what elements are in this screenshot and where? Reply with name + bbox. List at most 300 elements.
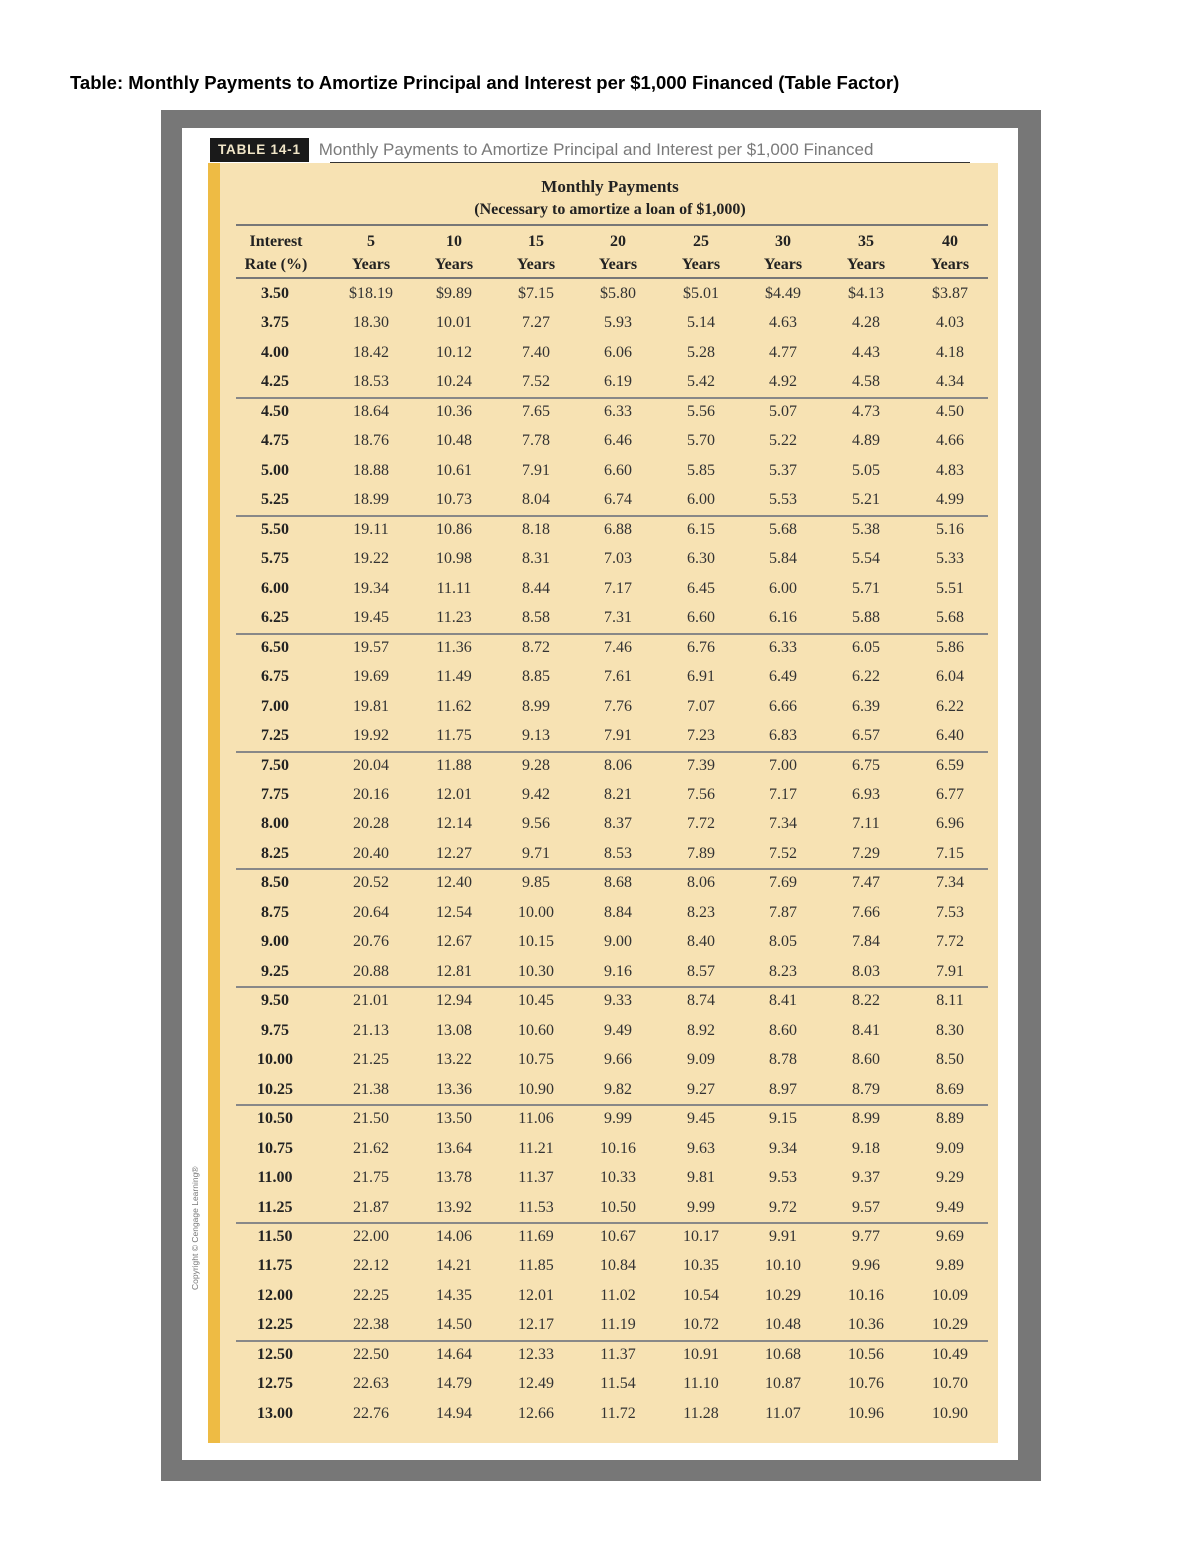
interest-rate-cell: 11.50 — [257, 1228, 293, 1245]
payment-cell: 10.96 — [848, 1404, 884, 1422]
payment-cell: 20.64 — [353, 903, 389, 921]
table-row — [236, 958, 988, 987]
payment-cell: 8.60 — [769, 1021, 797, 1039]
figure-caption: Monthly Payments to Amortize Principal and Interest per $1,000 Financed — [318, 140, 874, 159]
table-row — [236, 368, 988, 397]
payment-cell: 12.81 — [436, 962, 472, 980]
payment-cell: 6.19 — [604, 373, 632, 391]
payment-cell: 5.68 — [769, 520, 797, 538]
payment-cell: 9.49 — [936, 1198, 964, 1216]
payment-cell: 6.49 — [769, 668, 797, 686]
column-header — [826, 230, 906, 276]
interest-rate-cell: 13.00 — [257, 1404, 293, 1422]
interest-rate-cell: 9.75 — [261, 1021, 289, 1039]
payment-cell: 5.88 — [852, 609, 880, 627]
payment-cell: 10.12 — [436, 343, 472, 361]
payment-cell: $7.15 — [518, 285, 554, 302]
payment-cell: 20.28 — [353, 815, 389, 833]
payment-cell: 13.22 — [436, 1051, 472, 1069]
payment-cell: 18.88 — [353, 461, 389, 479]
payment-cell: 13.36 — [436, 1080, 472, 1098]
payment-cell: 6.74 — [604, 491, 632, 509]
payment-cell: 10.24 — [436, 373, 472, 391]
payment-cell: 7.89 — [687, 844, 715, 862]
payment-cell: 4.89 — [852, 432, 880, 450]
payment-cell: 10.35 — [683, 1257, 719, 1275]
payment-cell: 19.11 — [353, 520, 389, 538]
payment-cell: 10.91 — [683, 1345, 719, 1363]
payment-cell: 10.30 — [518, 962, 554, 980]
payment-cell: 9.96 — [852, 1257, 880, 1275]
payment-cell: 9.91 — [769, 1228, 797, 1245]
table-row — [236, 634, 988, 663]
payment-cell: 12.14 — [436, 815, 472, 833]
table-subtitle: (Necessary to amortize a loan of $1,000) — [474, 201, 746, 218]
interest-rate-cell: 12.75 — [257, 1375, 293, 1393]
interest-rate-cell: 3.50 — [261, 285, 289, 302]
column-header-unit: Years — [930, 256, 970, 273]
payment-cell: $5.01 — [683, 285, 719, 302]
payment-cell: 8.99 — [522, 697, 550, 715]
payment-cell: 21.62 — [353, 1139, 389, 1157]
column-header-term: 15 — [528, 233, 544, 250]
payment-cell: 6.46 — [604, 432, 632, 450]
payment-cell: 6.05 — [852, 638, 880, 656]
payment-cell: 22.12 — [353, 1257, 389, 1275]
interest-rate-cell: 12.50 — [257, 1345, 293, 1363]
payment-cell: 10.72 — [683, 1316, 719, 1334]
payment-cell: 8.72 — [522, 638, 550, 656]
payment-cell: 7.78 — [522, 432, 550, 450]
column-header-unit: Years — [434, 256, 474, 273]
payment-cell: 10.48 — [436, 432, 472, 450]
payment-cell: 6.33 — [604, 402, 632, 420]
payment-cell: 9.69 — [936, 1228, 964, 1245]
payment-cell: 8.41 — [769, 992, 797, 1010]
payment-cell: 20.88 — [353, 962, 389, 980]
payment-cell: 10.90 — [518, 1080, 554, 1098]
payment-cell: 9.99 — [604, 1110, 632, 1128]
payment-cell: 8.23 — [769, 962, 797, 980]
table-row — [236, 1252, 988, 1281]
payment-cell: 7.17 — [604, 579, 632, 597]
payment-cell: 18.30 — [353, 314, 389, 332]
payment-cell: 8.41 — [852, 1021, 880, 1039]
payment-cell: 10.75 — [518, 1051, 554, 1069]
payment-cell: 11.28 — [683, 1404, 719, 1422]
payment-cell: 13.92 — [436, 1198, 472, 1216]
payment-cell: 8.68 — [604, 874, 632, 892]
payment-cell: 7.46 — [604, 638, 632, 656]
payment-cell: 4.92 — [769, 373, 797, 391]
payment-cell: 7.91 — [522, 461, 550, 479]
table-row — [236, 899, 988, 928]
payment-cell: 9.81 — [687, 1169, 715, 1187]
payment-cell: 5.70 — [687, 432, 715, 450]
payment-cell: 11.72 — [600, 1404, 636, 1422]
table-row — [236, 1194, 988, 1223]
table-row — [236, 1341, 988, 1370]
payment-cell: 10.98 — [436, 550, 472, 568]
payment-cell: 19.22 — [353, 550, 389, 568]
payment-cell: 11.85 — [518, 1257, 554, 1275]
payment-cell: 4.03 — [936, 314, 964, 332]
payment-cell: 9.09 — [687, 1051, 715, 1069]
interest-rate-cell: 12.00 — [257, 1286, 293, 1304]
copyright-notice: Copyright © Cengage Learning® — [190, 1166, 200, 1290]
payment-cell: 5.38 — [852, 520, 880, 538]
table-row — [236, 987, 988, 1016]
payment-cell: 6.91 — [687, 668, 715, 686]
payment-cell: 14.50 — [436, 1316, 472, 1334]
payment-cell: $18.19 — [349, 285, 393, 302]
payment-cell: 7.61 — [604, 668, 632, 686]
payment-cell: 10.54 — [683, 1286, 719, 1304]
payment-cell: 13.64 — [436, 1139, 472, 1157]
table-row — [236, 545, 988, 574]
payment-cell: 10.36 — [848, 1316, 884, 1334]
payment-cell: 11.07 — [765, 1404, 801, 1422]
column-header — [661, 230, 741, 276]
payment-cell: 19.92 — [353, 727, 389, 745]
payment-cell: 13.08 — [436, 1021, 472, 1039]
payment-cell: 7.39 — [687, 756, 715, 774]
payment-cell: 6.76 — [687, 638, 715, 656]
payment-cell: 22.00 — [353, 1228, 389, 1245]
payment-cell: 8.18 — [522, 520, 550, 538]
payment-cell: 8.92 — [687, 1021, 715, 1039]
payment-cell: 7.31 — [604, 609, 632, 627]
payment-cell: 11.19 — [600, 1316, 636, 1334]
payment-cell: 9.29 — [936, 1169, 964, 1187]
column-header-term: 5 — [367, 233, 375, 250]
payment-cell: 7.47 — [852, 874, 880, 892]
payment-cell: 18.53 — [353, 373, 389, 391]
payment-cell: 7.72 — [687, 815, 715, 833]
column-header-term: 20 — [610, 233, 626, 250]
payment-cell: 8.58 — [522, 609, 550, 627]
interest-rate-cell: 4.50 — [261, 402, 289, 420]
payment-cell: 8.97 — [769, 1080, 797, 1098]
payment-cell: 11.37 — [600, 1345, 636, 1363]
header-bottom-rule — [236, 277, 988, 279]
rate-header-line1: Interest — [249, 233, 303, 250]
interest-rate-cell: 7.25 — [261, 727, 289, 745]
payment-cell: 13.50 — [436, 1110, 472, 1128]
payment-cell: 11.62 — [436, 697, 472, 715]
payment-cell: 20.52 — [353, 874, 389, 892]
column-header-unit: Years — [763, 256, 803, 273]
payment-cell: 4.50 — [936, 402, 964, 420]
payment-cell: 20.04 — [353, 756, 389, 774]
payment-cell: 5.33 — [936, 550, 964, 568]
table-row — [236, 427, 988, 456]
payment-cell: 8.03 — [852, 962, 880, 980]
payment-cell: 22.50 — [353, 1345, 389, 1363]
payment-cell: $9.89 — [436, 285, 472, 302]
payment-cell: 4.43 — [852, 343, 880, 361]
payment-cell: 9.82 — [604, 1080, 632, 1098]
payment-cell: 22.63 — [353, 1375, 389, 1393]
payment-cell: 8.04 — [522, 491, 550, 509]
payment-cell: 7.27 — [522, 314, 550, 332]
table-row — [236, 1164, 988, 1193]
payment-cell: 8.53 — [604, 844, 632, 862]
interest-rate-cell: 11.25 — [257, 1198, 293, 1216]
payment-cell: 12.40 — [436, 874, 472, 892]
rate-column-header — [236, 230, 316, 276]
payment-cell: 9.56 — [522, 815, 550, 833]
payment-cell: 5.84 — [769, 550, 797, 568]
payment-cell: 5.68 — [936, 609, 964, 627]
payment-cell: 19.81 — [353, 697, 389, 715]
payment-cell: 10.68 — [765, 1345, 801, 1363]
payment-cell: 5.28 — [687, 343, 715, 361]
payment-cell: 7.52 — [769, 844, 797, 862]
payment-cell: 12.33 — [518, 1345, 554, 1363]
column-header-term: 35 — [858, 233, 874, 250]
payment-cell: 8.85 — [522, 668, 550, 686]
interest-rate-cell: 7.75 — [261, 785, 289, 803]
payment-cell: 11.54 — [600, 1375, 636, 1393]
payment-cell: 19.45 — [353, 609, 389, 627]
payment-cell: 7.91 — [604, 727, 632, 745]
table-row — [236, 1223, 988, 1252]
table-row — [236, 486, 988, 515]
payment-cell: 6.59 — [936, 756, 964, 774]
payment-cell: $3.87 — [932, 285, 968, 302]
payment-cell: 9.13 — [522, 727, 550, 745]
table-title: Monthly Payments — [541, 177, 679, 196]
payment-cell: 10.33 — [600, 1169, 636, 1187]
table-row — [236, 575, 988, 604]
payment-cell: 6.60 — [604, 461, 632, 479]
payment-cell: 7.72 — [936, 933, 964, 951]
payment-cell: 10.45 — [518, 992, 554, 1010]
payment-cell: 19.34 — [353, 579, 389, 597]
payment-cell: 10.76 — [848, 1375, 884, 1393]
payment-cell: 13.78 — [436, 1169, 472, 1187]
table-body — [236, 280, 988, 1429]
payment-cell: 6.83 — [769, 727, 797, 745]
payment-cell: 9.27 — [687, 1080, 715, 1098]
payment-cell: 18.42 — [353, 343, 389, 361]
payment-cell: 5.51 — [936, 579, 964, 597]
payment-cell: 7.34 — [936, 874, 964, 892]
payment-cell: 7.84 — [852, 933, 880, 951]
payment-cell: 11.36 — [436, 638, 472, 656]
payment-cell: 19.57 — [353, 638, 389, 656]
payment-cell: 11.10 — [683, 1375, 719, 1393]
payment-cell: 7.00 — [769, 756, 797, 774]
interest-rate-cell: 12.25 — [257, 1316, 293, 1334]
payment-cell: 10.10 — [765, 1257, 801, 1275]
payment-cell: 6.33 — [769, 638, 797, 656]
figure-label: TABLE 14-1 — [210, 138, 309, 162]
payment-cell: 18.64 — [353, 402, 389, 420]
payment-cell: 9.16 — [604, 962, 632, 980]
column-header-term: 10 — [446, 233, 462, 250]
column-header-unit: Years — [681, 256, 721, 273]
payment-cell: $4.13 — [848, 285, 884, 302]
table-row — [236, 1370, 988, 1399]
payment-cell: $5.80 — [600, 285, 636, 302]
payment-cell: 6.22 — [936, 697, 964, 715]
interest-rate-cell: 6.00 — [261, 579, 289, 597]
payment-cell: 10.50 — [600, 1198, 636, 1216]
table-row — [236, 840, 988, 869]
interest-rate-cell: 9.25 — [261, 962, 289, 980]
table-row — [236, 398, 988, 427]
payment-cell: 7.17 — [769, 785, 797, 803]
payment-cell: 5.14 — [687, 314, 715, 332]
payment-cell: 5.85 — [687, 461, 715, 479]
payment-cell: 8.30 — [936, 1021, 964, 1039]
payment-cell: 8.89 — [936, 1110, 964, 1128]
payment-cell: 9.28 — [522, 756, 550, 774]
header-top-rule — [236, 224, 988, 226]
payment-cell: 9.33 — [604, 992, 632, 1010]
payment-cell: 22.38 — [353, 1316, 389, 1334]
payment-cell: 9.99 — [687, 1198, 715, 1216]
payment-cell: 6.88 — [604, 520, 632, 538]
payment-cell: 9.34 — [769, 1139, 797, 1157]
payment-cell: 9.18 — [852, 1139, 880, 1157]
payment-cell: 11.21 — [518, 1139, 554, 1157]
payment-cell: 6.60 — [687, 609, 715, 627]
column-header — [578, 230, 658, 276]
payment-cell: 6.00 — [687, 491, 715, 509]
payment-cell: 21.50 — [353, 1110, 389, 1128]
interest-rate-cell: 6.75 — [261, 668, 289, 686]
payment-cell: 10.17 — [683, 1228, 719, 1245]
payment-cell: 9.77 — [852, 1228, 880, 1245]
payment-cell: 20.76 — [353, 933, 389, 951]
payment-cell: 5.16 — [936, 520, 964, 538]
payment-cell: 9.45 — [687, 1110, 715, 1128]
payment-cell: 10.67 — [600, 1228, 636, 1245]
payment-cell: 14.06 — [436, 1228, 472, 1245]
payment-cell: 21.38 — [353, 1080, 389, 1098]
interest-rate-cell: 8.75 — [261, 903, 289, 921]
payment-cell: 4.63 — [769, 314, 797, 332]
payment-cell: 8.37 — [604, 815, 632, 833]
payment-cell: 8.31 — [522, 550, 550, 568]
interest-rate-cell: 8.50 — [261, 874, 289, 892]
payment-cell: 9.57 — [852, 1198, 880, 1216]
payment-cell: 5.07 — [769, 402, 797, 420]
payment-cell: 9.72 — [769, 1198, 797, 1216]
payment-cell: 12.01 — [518, 1286, 554, 1304]
interest-rate-cell: 5.00 — [261, 461, 289, 479]
interest-rate-cell: 8.00 — [261, 815, 289, 833]
payment-cell: 8.11 — [936, 992, 964, 1010]
payment-cell: 21.75 — [353, 1169, 389, 1187]
column-header — [743, 230, 823, 276]
payment-cell: 7.34 — [769, 815, 797, 833]
payment-cell: 11.23 — [436, 609, 472, 627]
interest-rate-cell: 6.25 — [261, 609, 289, 627]
payment-cell: 5.86 — [936, 638, 964, 656]
column-header-unit: Years — [846, 256, 886, 273]
interest-rate-cell: 7.00 — [261, 697, 289, 715]
payment-cell: 6.96 — [936, 815, 964, 833]
payment-cell: 4.99 — [936, 491, 964, 509]
table-row — [236, 928, 988, 957]
payment-cell: 11.37 — [518, 1169, 554, 1187]
payment-cell: 7.87 — [769, 903, 797, 921]
payment-cell: 8.06 — [687, 874, 715, 892]
column-header-unit: Years — [598, 256, 638, 273]
column-header — [910, 230, 990, 276]
payment-cell: 5.56 — [687, 402, 715, 420]
payment-cell: 7.65 — [522, 402, 550, 420]
payment-cell: 20.40 — [353, 844, 389, 862]
payment-cell: 14.64 — [436, 1345, 472, 1363]
payment-cell: 10.29 — [932, 1316, 968, 1334]
payment-cell: 8.40 — [687, 933, 715, 951]
payment-cell: 4.58 — [852, 373, 880, 391]
payment-cell: 8.84 — [604, 903, 632, 921]
table-row — [236, 1282, 988, 1311]
payment-cell: 12.67 — [436, 933, 472, 951]
payment-cell: 11.75 — [436, 727, 472, 745]
payment-cell: 9.49 — [604, 1021, 632, 1039]
payment-cell: 4.77 — [769, 343, 797, 361]
interest-rate-cell: 5.50 — [261, 520, 289, 538]
payment-cell: 10.09 — [932, 1286, 968, 1304]
table-row — [236, 457, 988, 486]
payment-cell: 8.44 — [522, 579, 550, 597]
payment-cell: 7.07 — [687, 697, 715, 715]
table-row — [236, 1017, 988, 1046]
payment-cell: 10.15 — [518, 933, 554, 951]
payment-cell: 7.15 — [936, 844, 964, 862]
interest-rate-cell: 11.00 — [257, 1169, 293, 1187]
payment-cell: 6.66 — [769, 697, 797, 715]
payment-cell: 6.30 — [687, 550, 715, 568]
table-row — [236, 693, 988, 722]
payment-cell: 11.49 — [436, 668, 472, 686]
table-row — [236, 752, 988, 781]
payment-cell: 8.79 — [852, 1080, 880, 1098]
payment-cell: 6.57 — [852, 727, 880, 745]
payment-cell: 8.60 — [852, 1051, 880, 1069]
payment-cell: 12.66 — [518, 1404, 554, 1422]
column-header-unit: Years — [351, 256, 391, 273]
payment-cell: 14.21 — [436, 1257, 472, 1275]
payment-cell: 6.93 — [852, 785, 880, 803]
payment-cell: 9.09 — [936, 1139, 964, 1157]
payment-cell: 5.21 — [852, 491, 880, 509]
interest-rate-cell: 10.75 — [257, 1139, 293, 1157]
interest-rate-cell: 9.50 — [261, 992, 289, 1010]
payment-cell: 12.54 — [436, 903, 472, 921]
payment-cell: 7.29 — [852, 844, 880, 862]
payment-cell: $4.49 — [765, 285, 801, 302]
payment-cell: 5.42 — [687, 373, 715, 391]
payment-cell: 11.53 — [518, 1198, 554, 1216]
table-row — [236, 604, 988, 633]
payment-cell: 8.05 — [769, 933, 797, 951]
payment-cell: 5.22 — [769, 432, 797, 450]
payment-cell: 9.89 — [936, 1257, 964, 1275]
payment-cell: 8.78 — [769, 1051, 797, 1069]
payment-cell: 9.42 — [522, 785, 550, 803]
payment-cell: 9.85 — [522, 874, 550, 892]
payment-cell: 6.16 — [769, 609, 797, 627]
table-row — [236, 1135, 988, 1164]
